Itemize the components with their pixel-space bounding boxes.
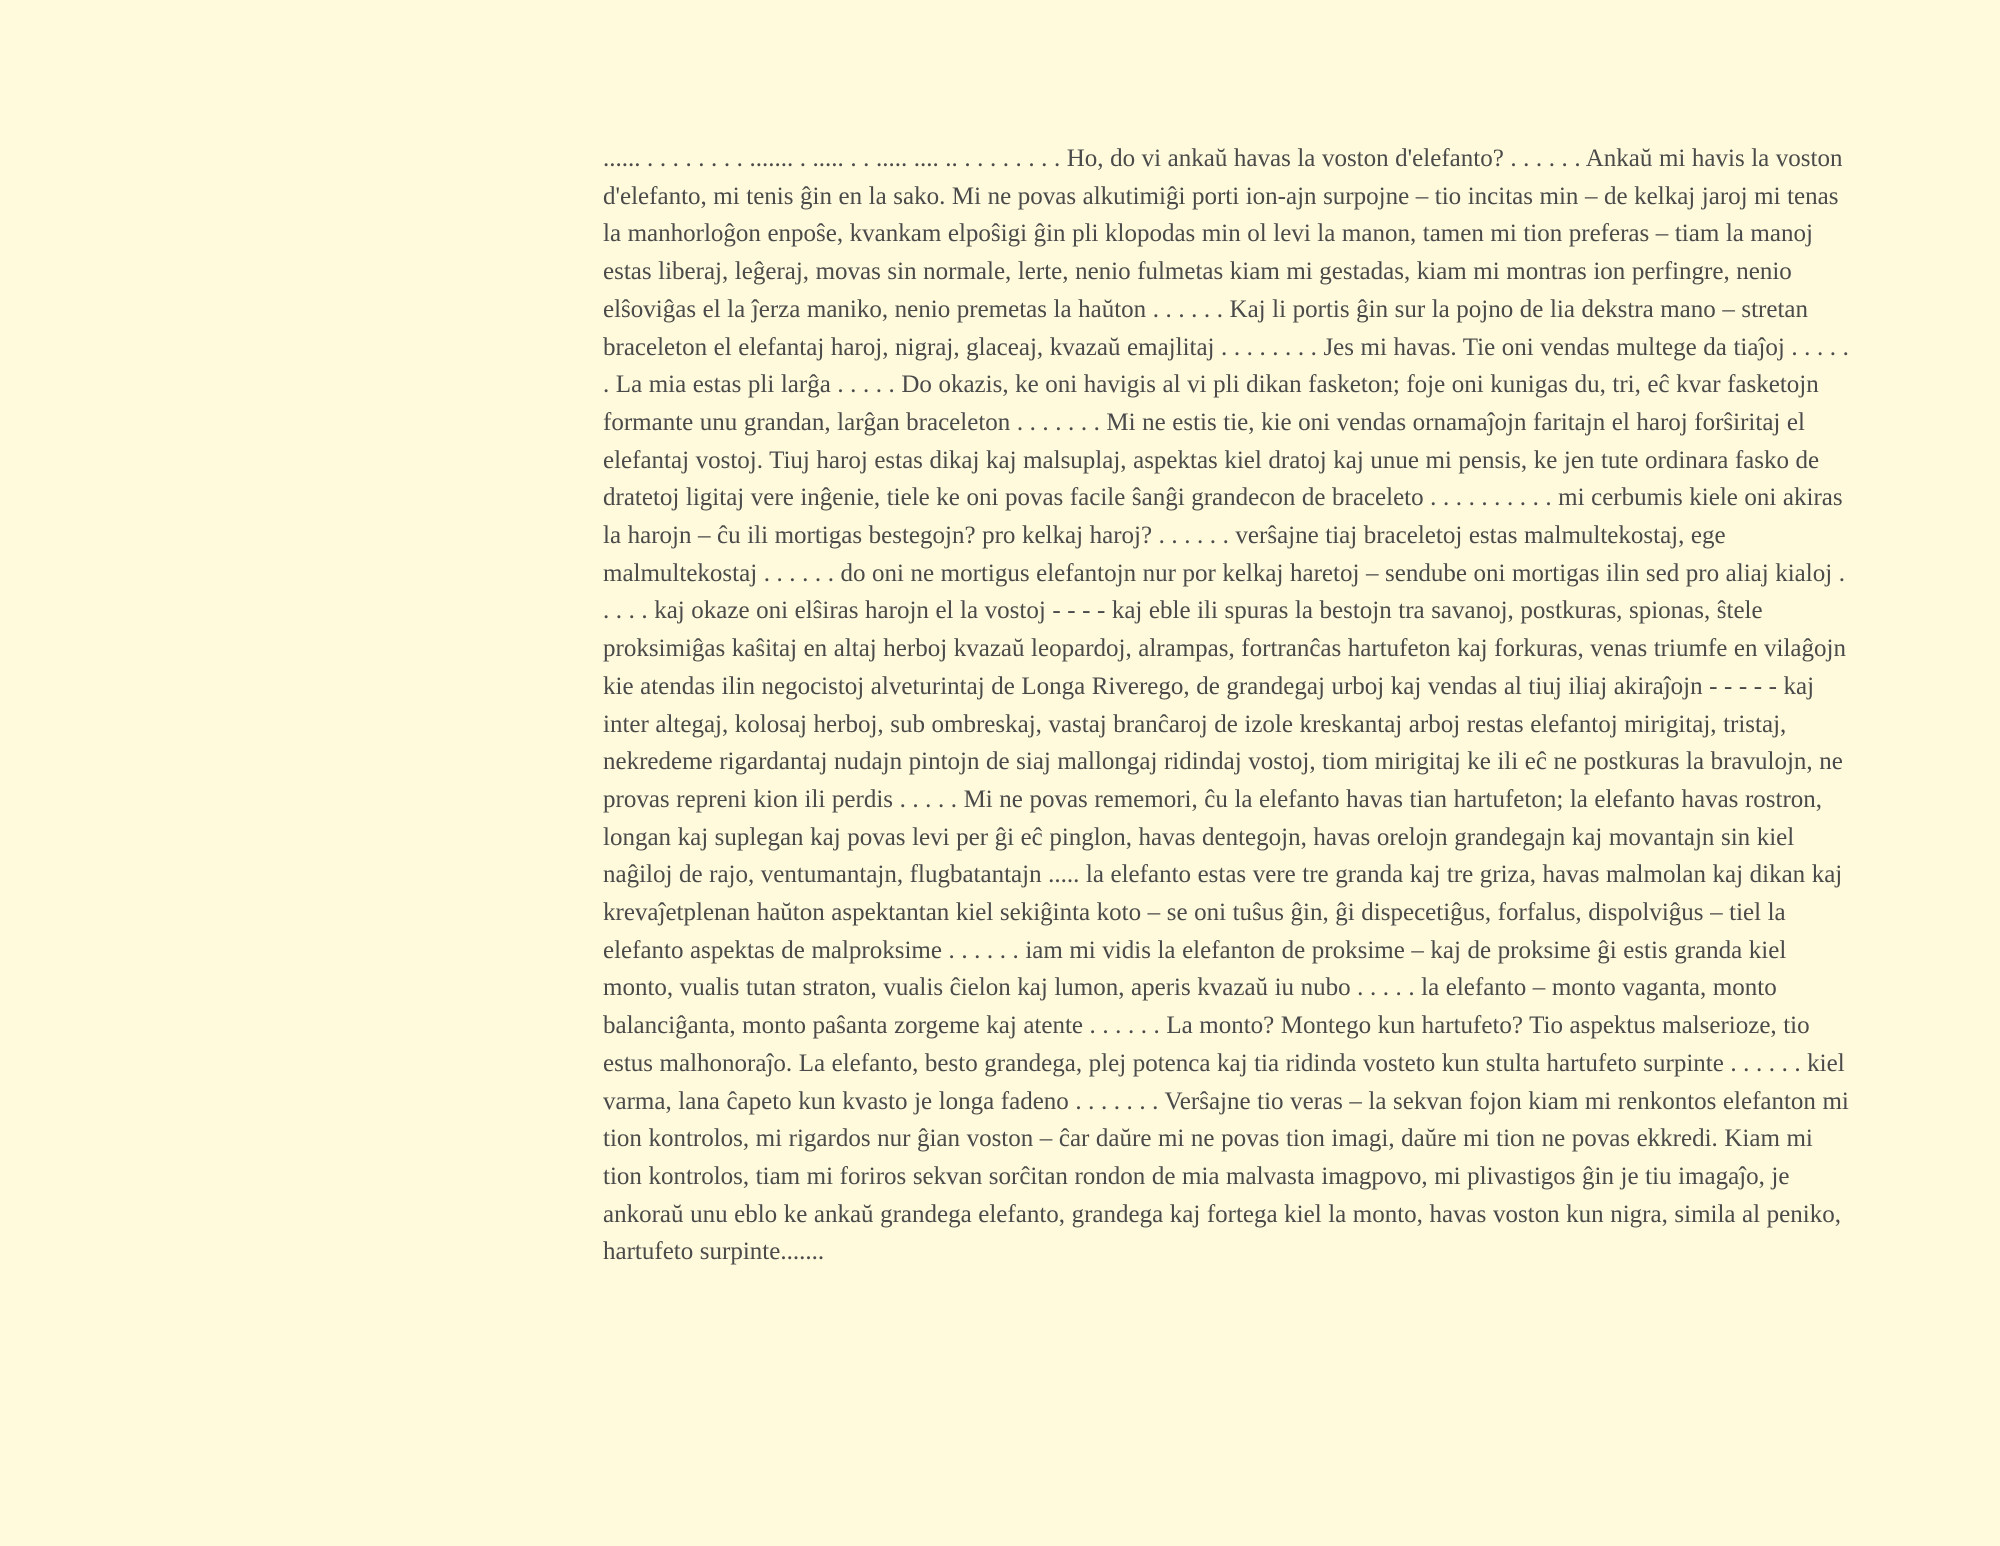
body-paragraph: ...... . . . . . . . . ....... . ..... . . ..... .... .. . . . . . . . . Ho, do vi ankaŭ havas la voston d'elefanto? . . . . . . Ankaŭ mi havis la voston d'elefanto, mi tenis ĝin en la sako. Mi ne povas alkutimiĝi porti ion-ajn surpojne – tio incitas min – de kelkaj jaroj mi tenas la manhorloĝon enpoŝe, kvankam elpoŝigi ĝin pli klopodas min ol levi la manon, tamen mi tion preferas – tiam la manoj estas liberaj, leĝeraj, movas sin normale, lerte, nenio fulmetas kiam mi gestadas, kiam mi montras ion perfingre, nenio elŝoviĝas el la ĵerza maniko, nenio premetas la haŭton . . . . . . Kaj li portis ĝin sur la pojno de lia dekstra mano – stretan braceleton el elefantaj haroj, nigraj, glaceaj, kvazaŭ emajlitaj . . . . . . . . Jes mi havas. Tie oni vendas multege da tiaĵoj . . . . . . La mia estas pli larĝa . . . . . Do okazis, ke oni havigis al vi pli dikan fasketon; foje oni kunigas du, tri, eĉ kvar fasketojn formante unu grandan, larĝan braceleton . . . . . . . Mi ne estis tie, kie oni vendas ornamaĵojn faritajn el haroj forŝiritaj el elefantaj vostoj. Tiuj haroj estas dikaj kaj malsuplaj, aspektas kiel dratoj kaj unue mi pensis, ke jen tute ordinara fasko de dratetoj ligitaj vere inĝenie, tiele ke oni povas facile ŝanĝi grandecon de braceleto . . . . . . . . . . mi cerbumis kiele oni akiras la harojn – ĉu ili mortigas bestegojn? pro kelkaj haroj? . . . . . . verŝajne tiaj braceletoj estas malmultekostaj, ege malmultekostaj . . . . . . do oni ne mortigus elefantojn nur por kelkaj haretoj – sendube oni mortigas ilin sed pro aliaj kialoj . . . . . kaj okaze oni elŝiras harojn el la vostoj - - - - kaj eble ili spuras la bestojn tra savanoj, postkuras, spionas, ŝtele proksimiĝas kaŝitaj en altaj herboj kvazaŭ leopardoj, alrampas, fortranĉas hartufeton kaj forkuras, venas triumfe en vilaĝojn kie atendas ilin negocistoj alveturintaj de Longa Riverego, de grandegaj urboj kaj vendas al tiuj iliaj akiraĵojn - - - - - kaj inter altegaj, kolosaj herboj, sub ombreskaj, vastaj branĉaroj de izole kreskantaj arboj restas elefantoj mirigitaj, tristaj, nekredeme rigardantaj nudajn pintojn de siaj mallongaj ridindaj vostoj, tiom mirigitaj ke ili eĉ ne postkuras la bravulojn, ne provas repreni kion ili perdis . . . . . Mi ne povas rememori, ĉu la elefanto havas tian hartufeton; la elefanto havas rostron, longan kaj suplegan kaj povas levi per ĝi eĉ pinglon, havas dentegojn, havas orelojn grandegajn kaj movantajn sin kiel naĝiloj de rajo, ventumantajn, flugbatantajn ..... la elefanto estas vere tre granda kaj tre griza, havas malmolan kaj dikan kaj krevaĵetplenan haŭton aspektantan kiel sekiĝinta koto – se oni tuŝus ĝin, ĝi dispecetiĝus, forfalus, dispolviĝus – tiel la elefanto aspektas de malproksime . . . . . . iam mi vidis la elefanton de proksime – kaj de proksime ĝi estis granda kiel monto, vualis tutan straton, vualis ĉielon kaj lumon, aperis kvazaŭ iu nubo . . . . . la elefanto – monto vaganta, monto balanciĝanta, monto paŝanta zorgeme kaj atente . . . . . . La monto? Montego kun hartufeto? Tio aspektus malserioze, tio estus malhonoraĵo. La elefanto, besto grandega, plej potenca kaj tia ridinda vosteto kun stulta hartufeto surpinte . . . . . . kiel varma, lana ĉapeto kun kvasto je longa fadeno . . . . . . . Verŝajne tio veras – la sekvan fojon kiam mi renkontos elefanton mi tion kontrolos, mi rigardos nur ĝian voston – ĉar daŭre mi ne povas tion imagi, daŭre mi tion ne povas ekkredi. Kiam mi tion kontrolos, tiam mi foriros sekvan sorĉitan rondon de mia malvasta imagpovo, mi plivastigos ĝin je tiu imagaĵo, je ankoraŭ unu eblo ke ankaŭ grandega elefanto, grandega kaj fortega kiel la monto, havas voston kun nigra, simila al peniko, hartufeto surpinte....... xyxy=(603,145,1849,1266)
